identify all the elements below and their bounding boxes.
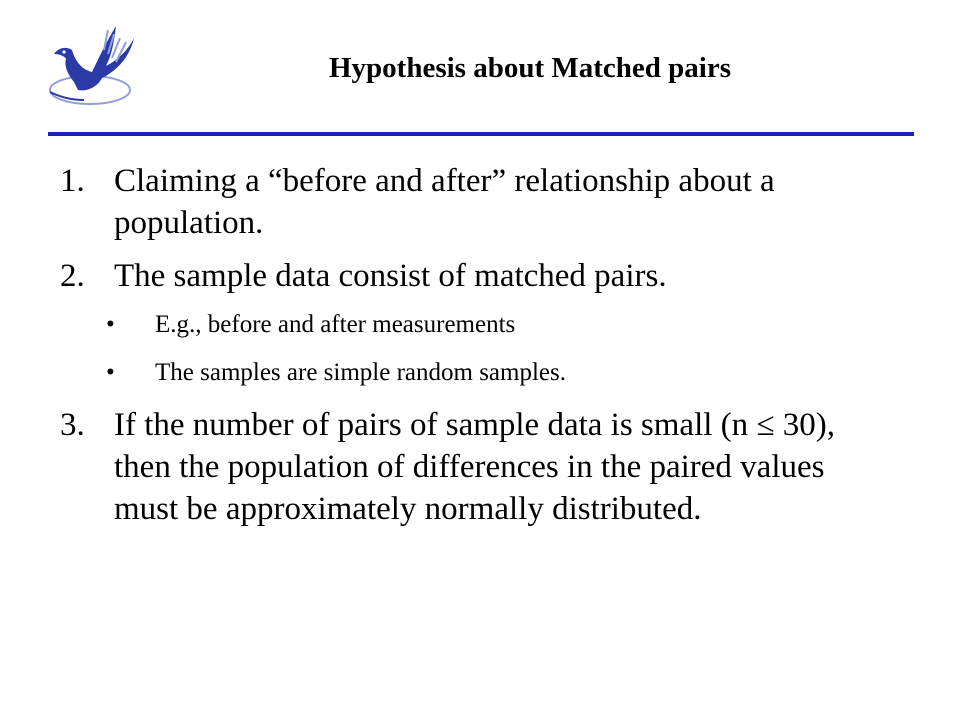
- slide-content: [0, 160, 960, 541]
- list-item-2: [0, 255, 884, 297]
- item-number: 1.: [60, 163, 85, 199]
- item-number: 2.: [60, 258, 85, 294]
- list-item-3: [0, 404, 884, 530]
- list-item-1: [0, 160, 884, 244]
- bullet-icon: •: [106, 311, 115, 338]
- item-text: Claiming a “before and after” relationship about a population.: [114, 163, 775, 241]
- sub-item-text: E.g., before and after measurements: [155, 311, 516, 338]
- sub-item-1: [0, 308, 960, 342]
- eagle-logo-icon: [44, 20, 136, 114]
- title-divider: [48, 132, 914, 136]
- sub-item-text: The samples are simple random samples.: [155, 359, 566, 386]
- slide-title: Hypothesis about Matched pairs: [328, 52, 731, 84]
- item-text: The sample data consist of matched pairs.: [114, 258, 667, 294]
- item-text: If the number of pairs of sample data is small (n ≤ 30), then the population of differences in the paired values must be approximately normally distributed.: [114, 407, 836, 527]
- sub-item-2: [0, 356, 960, 390]
- item-number: 3.: [60, 407, 85, 443]
- bullet-icon: •: [106, 359, 115, 386]
